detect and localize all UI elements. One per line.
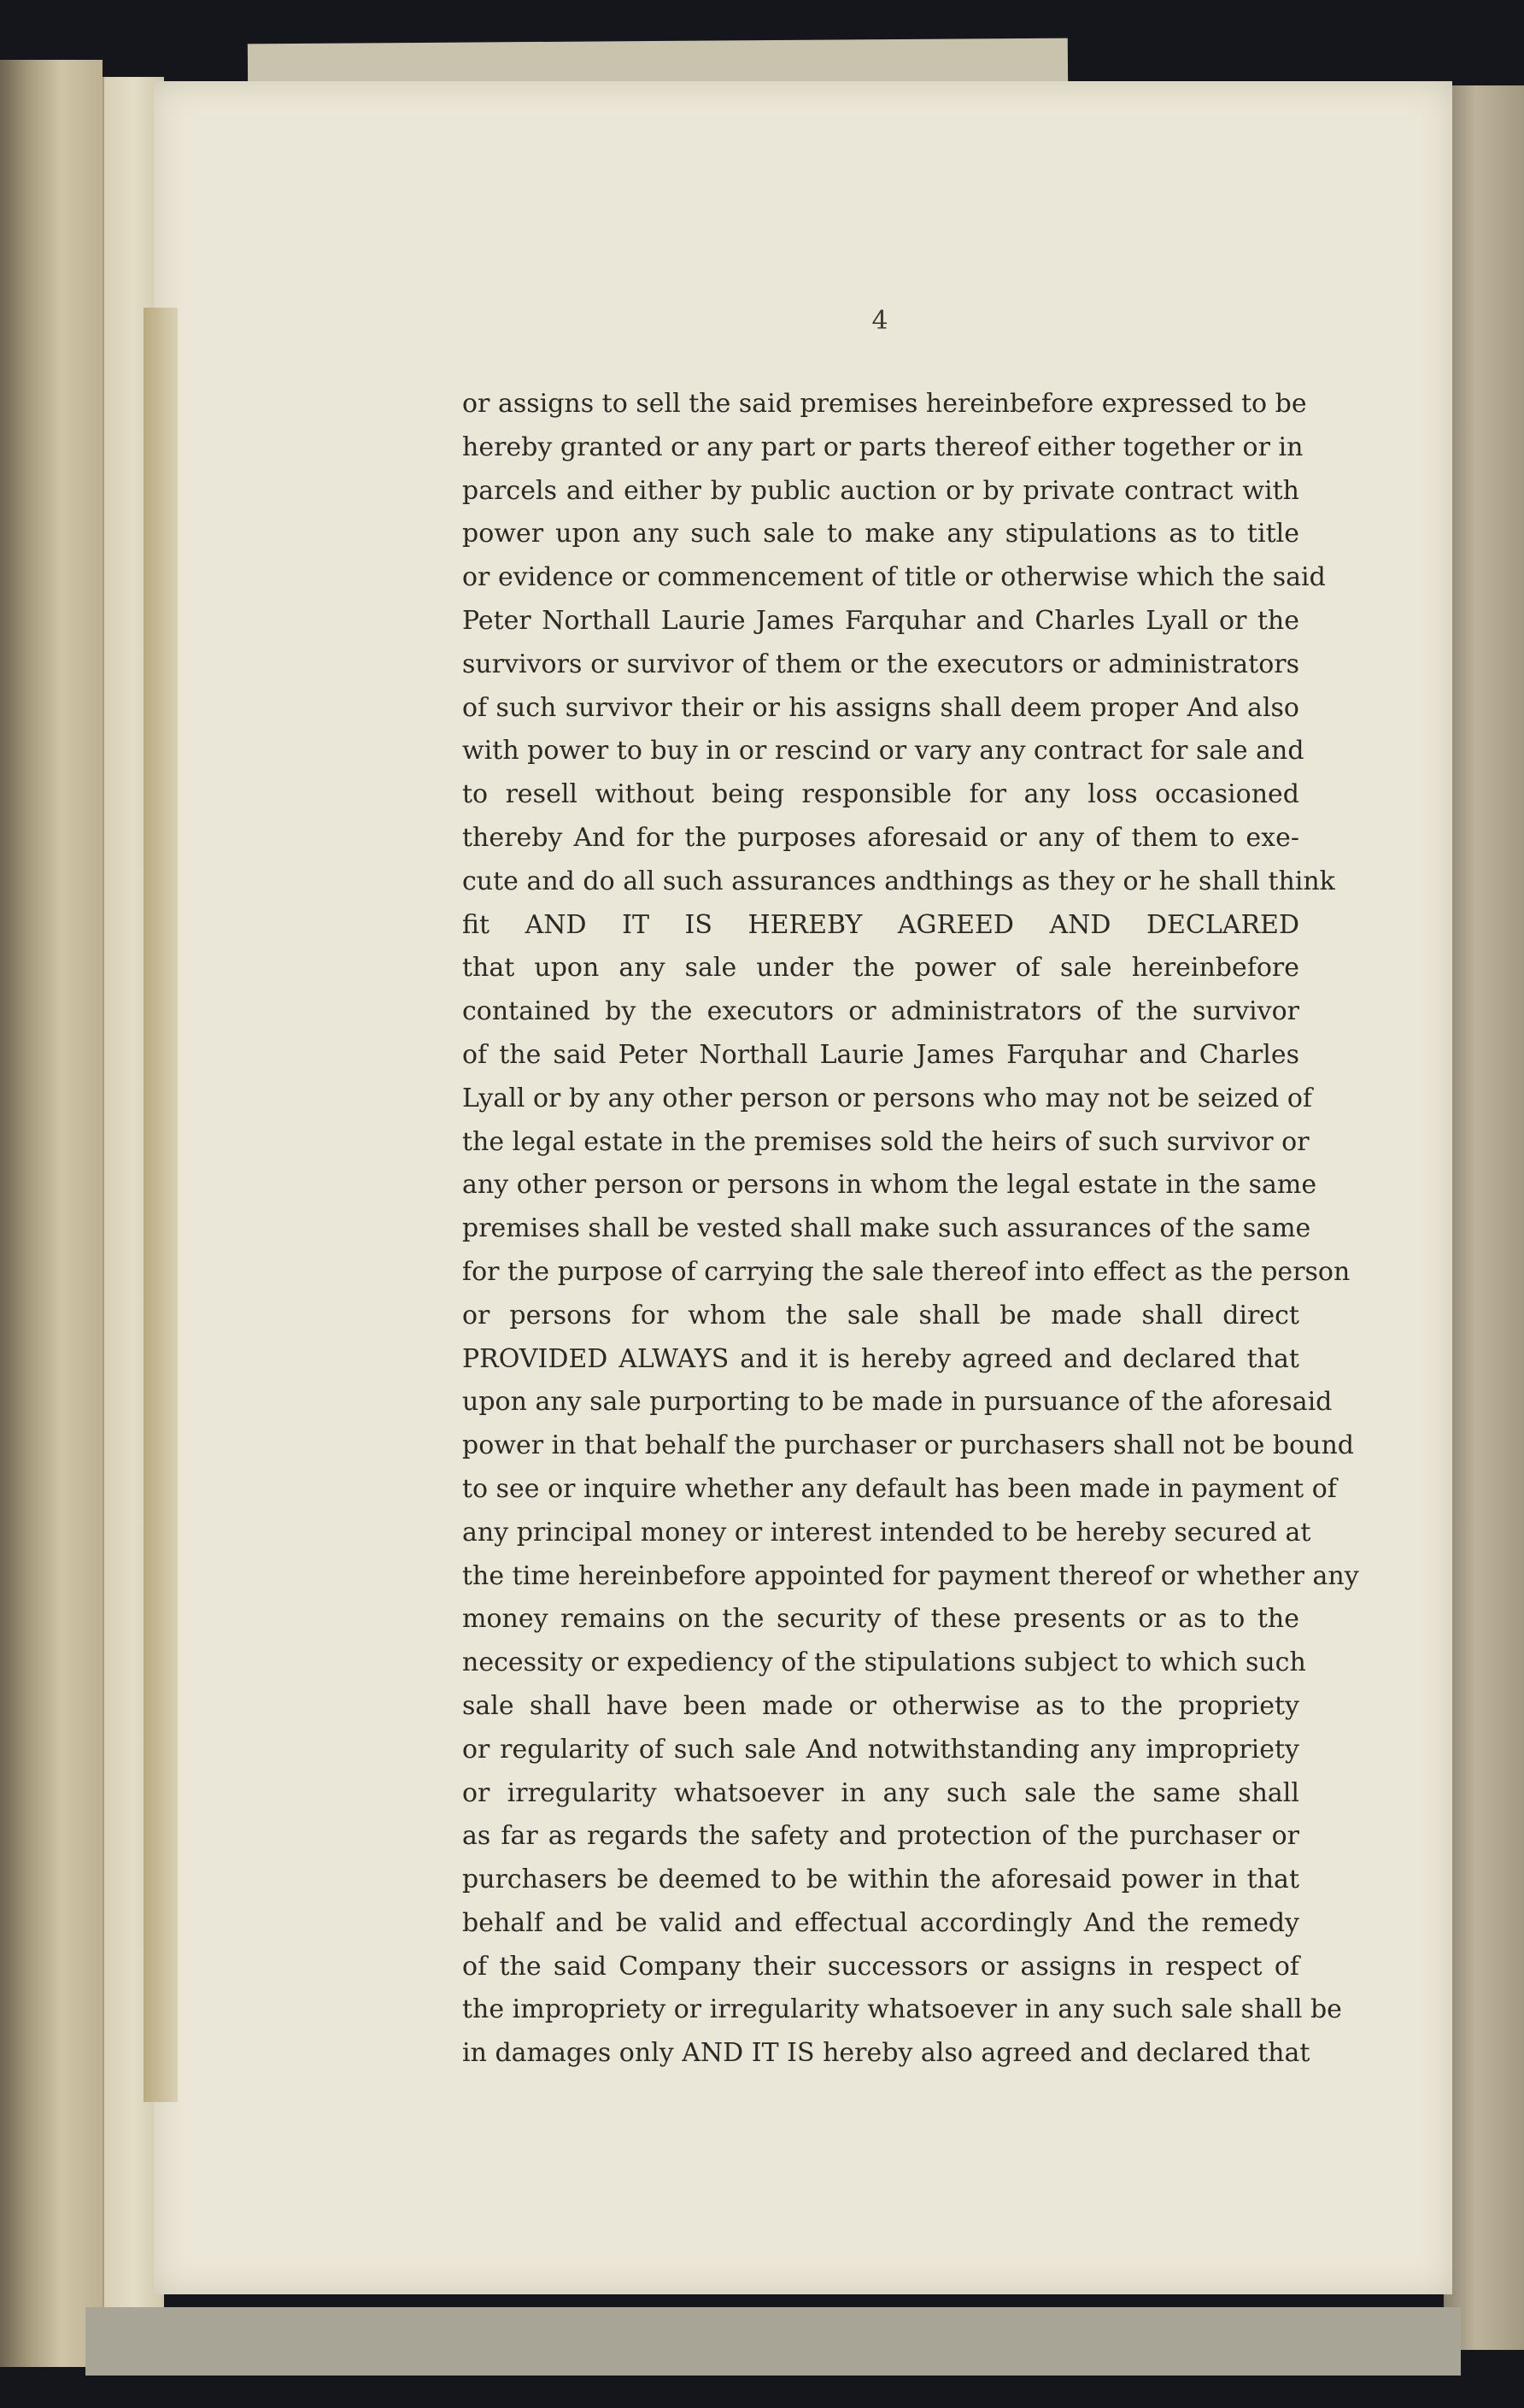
text-line: the impropriety or irregularity whatsoever in any such sale shall be xyxy=(462,1994,1342,2025)
text-line: or irregularity whatsoever in any such sale the same shall xyxy=(462,1777,1299,1808)
page-margin-strip xyxy=(144,308,178,2102)
body-text xyxy=(462,383,1359,2076)
text-line: fit AND IT IS HEREBY AGREED AND DECLARED xyxy=(462,909,1299,940)
text-line: hereby granted or any part or parts thereof either together or in xyxy=(462,432,1304,462)
text-line: PROVIDED ALWAYS and it is hereby agreed and declared that xyxy=(462,1343,1299,1374)
underlying-sheet-bottom xyxy=(85,2307,1461,2376)
text-line: or assigns to sell the said premises hereinbefore expressed to be xyxy=(462,389,1307,419)
text-line: upon any sale purporting to be made in pursuance of the aforesaid xyxy=(462,1387,1333,1418)
text-line: money remains on the security of these presents or as to the xyxy=(462,1604,1299,1635)
text-line: as far as regards the safety and protection of the purchaser or xyxy=(462,1821,1299,1852)
text-line: Peter Northall Laurie James Farquhar and Charles Lyall or the xyxy=(462,605,1299,636)
text-line: purchasers be deemed to be within the aforesaid power in that xyxy=(462,1865,1299,1895)
text-line: with power to buy in or rescind or vary any contract for sale and xyxy=(462,736,1304,766)
facing-page-edge xyxy=(1444,85,1524,2350)
text-line: thereby And for the purposes aforesaid or any of them to exe- xyxy=(462,822,1299,853)
text-line: any principal money or interest intended to be hereby secured at xyxy=(462,1517,1311,1548)
text-line: survivors or survivor of them or the executors or administrators xyxy=(462,649,1299,679)
text-line: behalf and be valid and effectual accordingly And the remedy xyxy=(462,1907,1299,1938)
text-line: premises shall be vested shall make such assurances of the same xyxy=(462,1213,1311,1244)
text-line: power in that behalf the purchaser or purchasers shall not be bound xyxy=(462,1430,1354,1461)
text-line: of the said Peter Northall Laurie James Farquhar and Charles xyxy=(462,1039,1299,1070)
text-line: Lyall or by any other person or persons who may not be seized of xyxy=(462,1083,1312,1113)
text-line: or persons for whom the sale shall be made shall direct xyxy=(462,1300,1299,1330)
text-line: of the said Company their successors or assigns in respect of xyxy=(462,1951,1299,1982)
text-line: sale shall have been made or otherwise as to the propriety xyxy=(462,1690,1299,1721)
page-number: 4 xyxy=(871,306,888,336)
text-line: for the purpose of carrying the sale thereof into effect as the person xyxy=(462,1256,1351,1287)
text-line: or regularity of such sale And notwithstanding any impropriety xyxy=(462,1734,1299,1765)
book-binding xyxy=(0,60,103,2367)
text-line: in damages only AND IT IS hereby also agreed and declared that xyxy=(462,2038,1310,2069)
text-line: of such survivor their or his assigns shall deem proper And also xyxy=(462,692,1299,723)
text-line: any other person or persons in whom the legal estate in the same xyxy=(462,1170,1317,1201)
text-line: necessity or expediency of the stipulations subject to which such xyxy=(462,1647,1306,1678)
text-line: the legal estate in the premises sold the heirs of such survivor or xyxy=(462,1126,1310,1157)
text-line: or evidence or commencement of title or otherwise which the said xyxy=(462,562,1326,593)
text-line: contained by the executors or administrators of the survivor xyxy=(462,996,1299,1027)
text-line: to see or inquire whether any default has been made in payment of xyxy=(462,1473,1337,1504)
text-line: the time hereinbefore appointed for payment thereof or whether any xyxy=(462,1560,1359,1591)
text-line: cute and do all such assurances andthings as they or he shall think xyxy=(462,866,1335,896)
text-line: power upon any such sale to make any stipulations as to title xyxy=(462,519,1299,549)
text-line: to resell without being responsible for any loss occasioned xyxy=(462,779,1299,810)
text-line: that upon any sale under the power of sale hereinbefore xyxy=(462,953,1299,984)
text-line: parcels and either by public auction or by private contract with xyxy=(462,475,1299,506)
